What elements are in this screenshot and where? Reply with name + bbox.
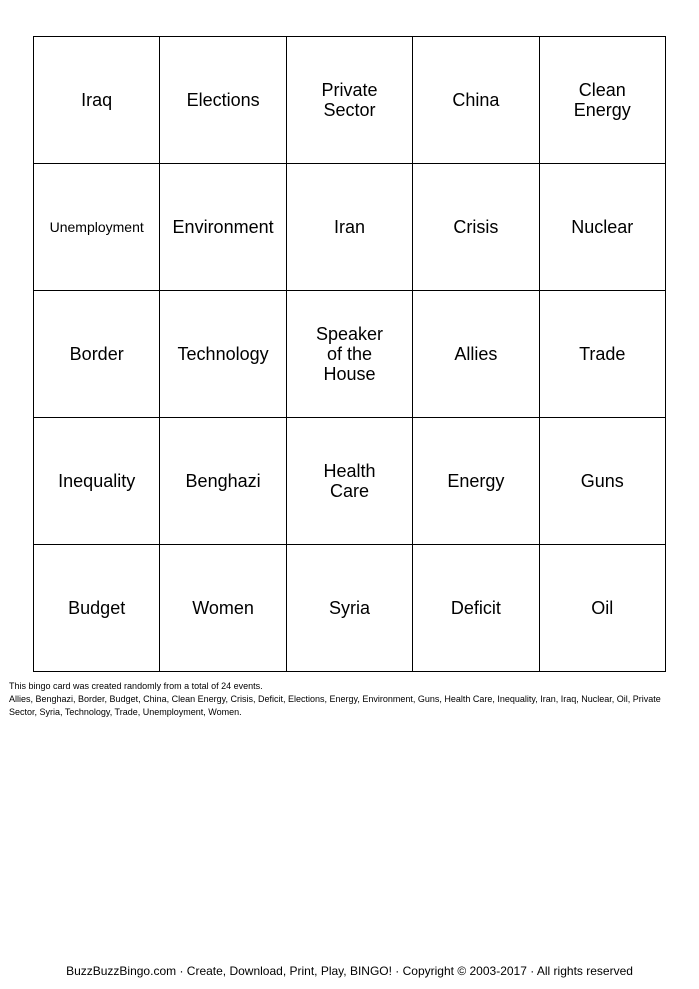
bingo-cell: China <box>413 37 539 164</box>
bingo-cell: Allies <box>413 291 539 418</box>
bingo-row <box>34 418 666 545</box>
card-caption <box>9 680 689 719</box>
bingo-cell: Private Sector <box>286 37 412 164</box>
bingo-cell: Women <box>160 545 286 672</box>
bingo-cell: Health Care <box>286 418 412 545</box>
caption-event-list: Allies, Benghazi, Border, Budget, China, Clean Energy, Crisis, Deficit, Elections, Energy, Environment, Guns, Health Care, Inequality, Iran, Iraq, Nuclear, Oil, Private Sector, Syria, Technology, Trade, Unemployment, Women. <box>9 694 661 717</box>
caption-summary: This bingo card was created randomly from a total of 24 events. <box>9 681 263 691</box>
bingo-cell: Oil <box>539 545 665 672</box>
bingo-cell: Inequality <box>34 418 160 545</box>
footer-copyright: BuzzBuzzBingo.com · Create, Download, Print, Play, BINGO! · Copyright © 2003-2017 · All rights reserved <box>66 964 633 978</box>
bingo-cell: Trade <box>539 291 665 418</box>
bingo-cell: Nuclear <box>539 164 665 291</box>
bingo-cell: Energy <box>413 418 539 545</box>
bingo-cell: Crisis <box>413 164 539 291</box>
bingo-row <box>34 545 666 672</box>
bingo-cell: Technology <box>160 291 286 418</box>
bingo-cell: Budget <box>34 545 160 672</box>
bingo-cell: Deficit <box>413 545 539 672</box>
bingo-cell: Border <box>34 291 160 418</box>
bingo-row <box>34 164 666 291</box>
bingo-cell: Guns <box>539 418 665 545</box>
bingo-row <box>34 37 666 164</box>
bingo-cell: Environment <box>160 164 286 291</box>
bingo-cell: Elections <box>160 37 286 164</box>
bingo-cell: Iran <box>286 164 412 291</box>
bingo-cell: Speaker of the House <box>286 291 412 418</box>
bingo-card-grid <box>33 36 666 672</box>
bingo-cell: Iraq <box>34 37 160 164</box>
bingo-row <box>34 291 666 418</box>
bingo-cell: Benghazi <box>160 418 286 545</box>
bingo-cell: Clean Energy <box>539 37 665 164</box>
bingo-cell: Syria <box>286 545 412 672</box>
bingo-cell: Unemployment <box>34 164 160 291</box>
